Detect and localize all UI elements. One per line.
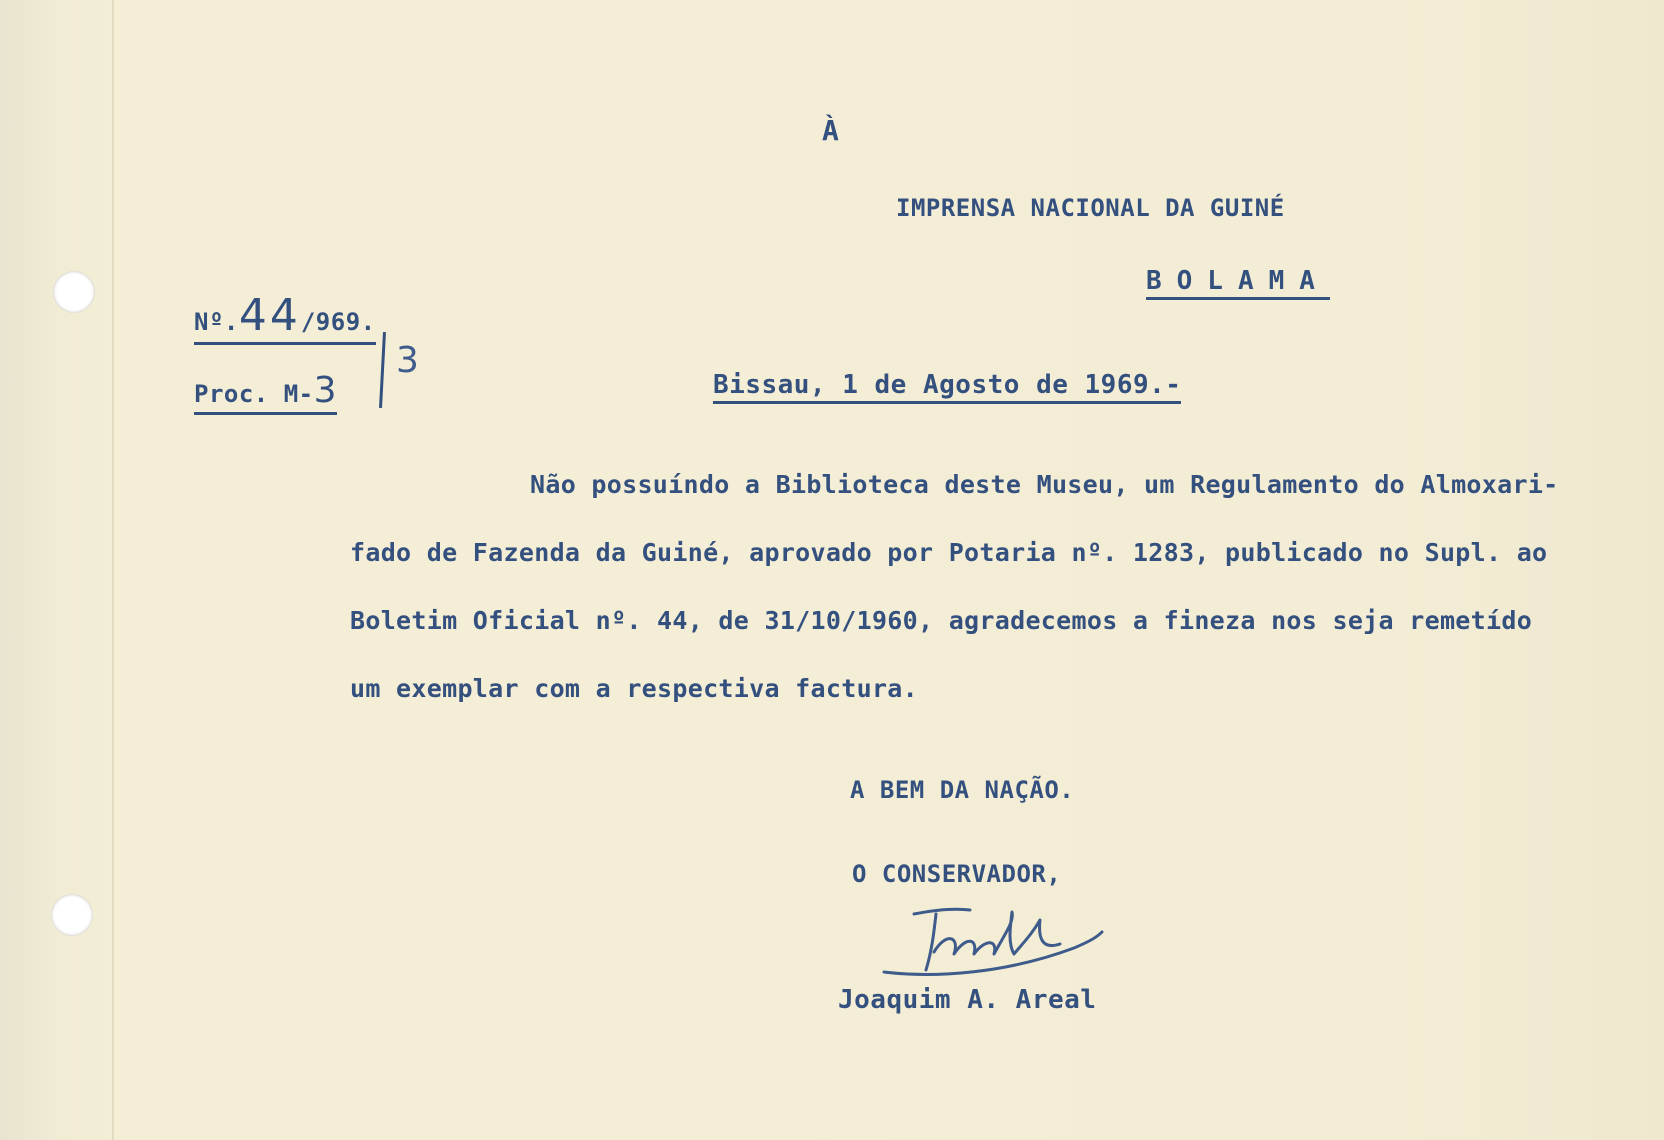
process-divider-stroke xyxy=(379,332,386,408)
date-line: Bissau, 1 de Agosto de 1969.- xyxy=(713,370,1181,404)
reference-number-handwritten: 44 xyxy=(238,290,301,341)
body-line-3: Boletim Oficial nº. 44, de 31/10/1960, agradecemos a fineza nos seja remetído xyxy=(350,606,1533,635)
reference-number-year: /969. xyxy=(300,308,376,336)
reference-number-label: Nº. xyxy=(194,308,239,336)
letter-body xyxy=(350,470,1650,742)
reference-number xyxy=(194,290,376,345)
addressee-name: IMPRENSA NACIONAL DA GUINÉ xyxy=(896,194,1285,222)
process-label: Proc. M- xyxy=(194,380,314,408)
addressee-prefix: À xyxy=(822,114,840,147)
addressee-city: BOLAMA xyxy=(1146,266,1330,300)
process-handwritten-right: 3 xyxy=(396,340,419,381)
body-line-4: um exemplar com a respectiva factura. xyxy=(350,674,918,703)
paper-fold-line xyxy=(112,0,114,1140)
process-reference xyxy=(194,370,337,415)
signer-role: O CONSERVADOR, xyxy=(852,860,1062,888)
body-line-2: fado de Fazenda da Guiné, aprovado por Potaria nº. 1283, publicado no Supl. ao xyxy=(350,538,1548,567)
closing-salutation: A BEM DA NAÇÃO. xyxy=(850,776,1075,804)
punch-hole-bottom xyxy=(51,894,93,936)
process-handwritten-left: 3 xyxy=(313,370,337,411)
punch-hole-top xyxy=(53,271,95,313)
body-line-1: Não possuíndo a Biblioteca deste Museu, um Regulamento do Almoxari- xyxy=(530,470,1559,499)
handwritten-signature xyxy=(874,892,1114,992)
signer-name: Joaquim A. Areal xyxy=(838,985,1097,1015)
